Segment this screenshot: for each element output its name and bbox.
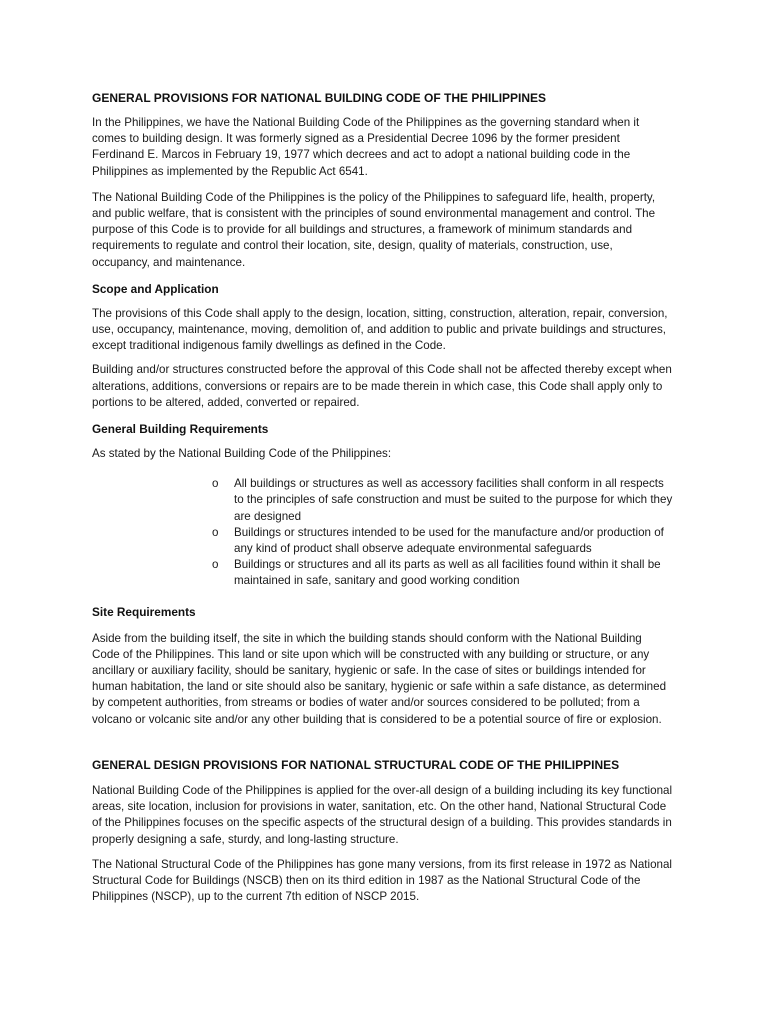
document-page — [92, 90, 682, 905]
intro-paragraph-2 — [92, 190, 682, 271]
nscp-paragraph-2 — [92, 857, 682, 906]
text-line: human habitation, the land or site should also be sanitary, hygienic or safe within a safe distance, as determined — [92, 680, 667, 694]
text-line: properly designing a safe, sturdy, and long-lasting structure. — [92, 832, 399, 846]
heading-general-building-requirements: General Building Requirements — [92, 422, 269, 437]
text-line: The provisions of this Code shall apply to the design, location, sitting, construction, alteration, repair, conversion, — [92, 306, 668, 320]
site-paragraph — [92, 631, 682, 728]
text-line: volcano or volcanic site and/or any other building that is considered to be a potential source of fire or explosion. — [92, 712, 662, 726]
section-title-general-provisions: GENERAL PROVISIONS FOR NATIONAL BUILDING CODE OF THE PHILIPPINES — [92, 91, 547, 105]
text-line: Ferdinand E. Marcos in February 19, 1977 which decrees and act to adopt a national building code in the — [92, 148, 631, 162]
text-line: The National Building Code of the Philippines is the policy of the Philippines to safeguard life, health, property, — [92, 190, 656, 204]
section-title-general-design-provisions: GENERAL DESIGN PROVISIONS FOR NATIONAL STRUCTURAL CODE OF THE PHILIPPINES — [92, 757, 620, 772]
text-line: and public welfare, that is consistent with the principles of sound environmental management and control. The — [92, 207, 656, 221]
text-line: National Building Code of the Philippines is applied for the over-all design of a building including its key functional — [92, 783, 673, 797]
text-line: Buildings or structures and all its parts as well as all facilities found within it shall be — [234, 558, 661, 572]
text-line: Aside from the building itself, the site in which the building stands should conform with the National Building — [92, 631, 642, 645]
text-line: Philippines (NSCP), up to the current 7th edition of NSCP 2015. — [92, 890, 420, 904]
text-line: are designed — [234, 509, 302, 523]
text-line: maintained in safe, sanitary and good working condition — [234, 574, 520, 588]
requirements-list — [92, 476, 682, 589]
text-line: Code of the Philippines. This land or site upon which will be constructed with any building or structure, or any — [92, 647, 650, 661]
text-line: Structural Code for Buildings (NSCB) then on its third edition in 1987 as the National Structural Code of the — [92, 873, 641, 887]
text-line: The National Structural Code of the Philippines has gone many versions, from its first release in 1972 as National — [92, 857, 672, 871]
text-line: comes to building design. It was formerly signed as a Presidential Decree 1096 by the former president — [92, 132, 620, 146]
bullet-marker-icon: o — [212, 477, 219, 491]
bullet-marker-icon: o — [212, 558, 219, 572]
text-line: All buildings or structures as well as accessory facilities shall conform in all respects — [234, 477, 664, 491]
list-item — [212, 557, 682, 589]
list-item — [212, 476, 682, 525]
text-line: to the principles of safe construction and must be suited to the purpose for which they — [234, 493, 673, 507]
text-line: use, occupancy, maintenance, moving, demolition of, and addition to public and private buildings and structures, — [92, 323, 667, 337]
scope-paragraph-1 — [92, 306, 682, 355]
intro-paragraph-1 — [92, 115, 682, 180]
heading-site-requirements: Site Requirements — [92, 604, 196, 619]
text-line: of the Philippines focuses on the specific aspects of the structural design of a building. This provides standards in — [92, 816, 672, 830]
nscp-paragraph-1 — [92, 783, 682, 848]
text-line: any kind of product shall observe adequate environmental safeguards — [234, 542, 592, 556]
scope-paragraph-2 — [92, 362, 682, 411]
text-line: portions to be altered, added, converted or repaired. — [92, 395, 360, 409]
text-line: alterations, additions, conversions or repairs are to be made therein in which case, this Code shall apply only to — [92, 379, 663, 393]
text-line: In the Philippines, we have the National Building Code of the Philippines as the governing standard when it — [92, 116, 640, 129]
text-line: by competent authorities, from streams or bodies of water and/or sources considered to be polluted; from a — [92, 696, 640, 710]
text-line: except traditional indigenous family dwellings as defined in the Code. — [92, 339, 446, 353]
gbr-intro: As stated by the National Building Code of the Philippines: — [92, 447, 392, 461]
text-line: requirements to regulate and control their location, site, design, quality of materials, construction, use, — [92, 239, 613, 253]
list-item — [212, 525, 682, 557]
text-line: Building and/or structures constructed before the approval of this Code shall not be affected thereby except when — [92, 363, 672, 377]
text-line: occupancy, and maintenance. — [92, 255, 246, 269]
bullet-marker-icon: o — [212, 525, 219, 539]
text-line: purpose of this Code is to provide for all buildings and structures, a framework of minimum standards and — [92, 223, 633, 237]
text-line: ancillary or auxiliary facility, should be sanitary, hygienic or safe. In the case of sites or buildings intended for — [92, 664, 646, 678]
heading-scope-and-application: Scope and Application — [92, 281, 219, 296]
text-line: Philippines as implemented by the Republic Act 6541. — [92, 164, 368, 178]
text-line: areas, site location, inclusion for provisions in water, sanitation, etc. On the other hand, National Structural Code — [92, 800, 667, 814]
text-line: Buildings or structures intended to be used for the manufacture and/or production of — [234, 525, 664, 539]
